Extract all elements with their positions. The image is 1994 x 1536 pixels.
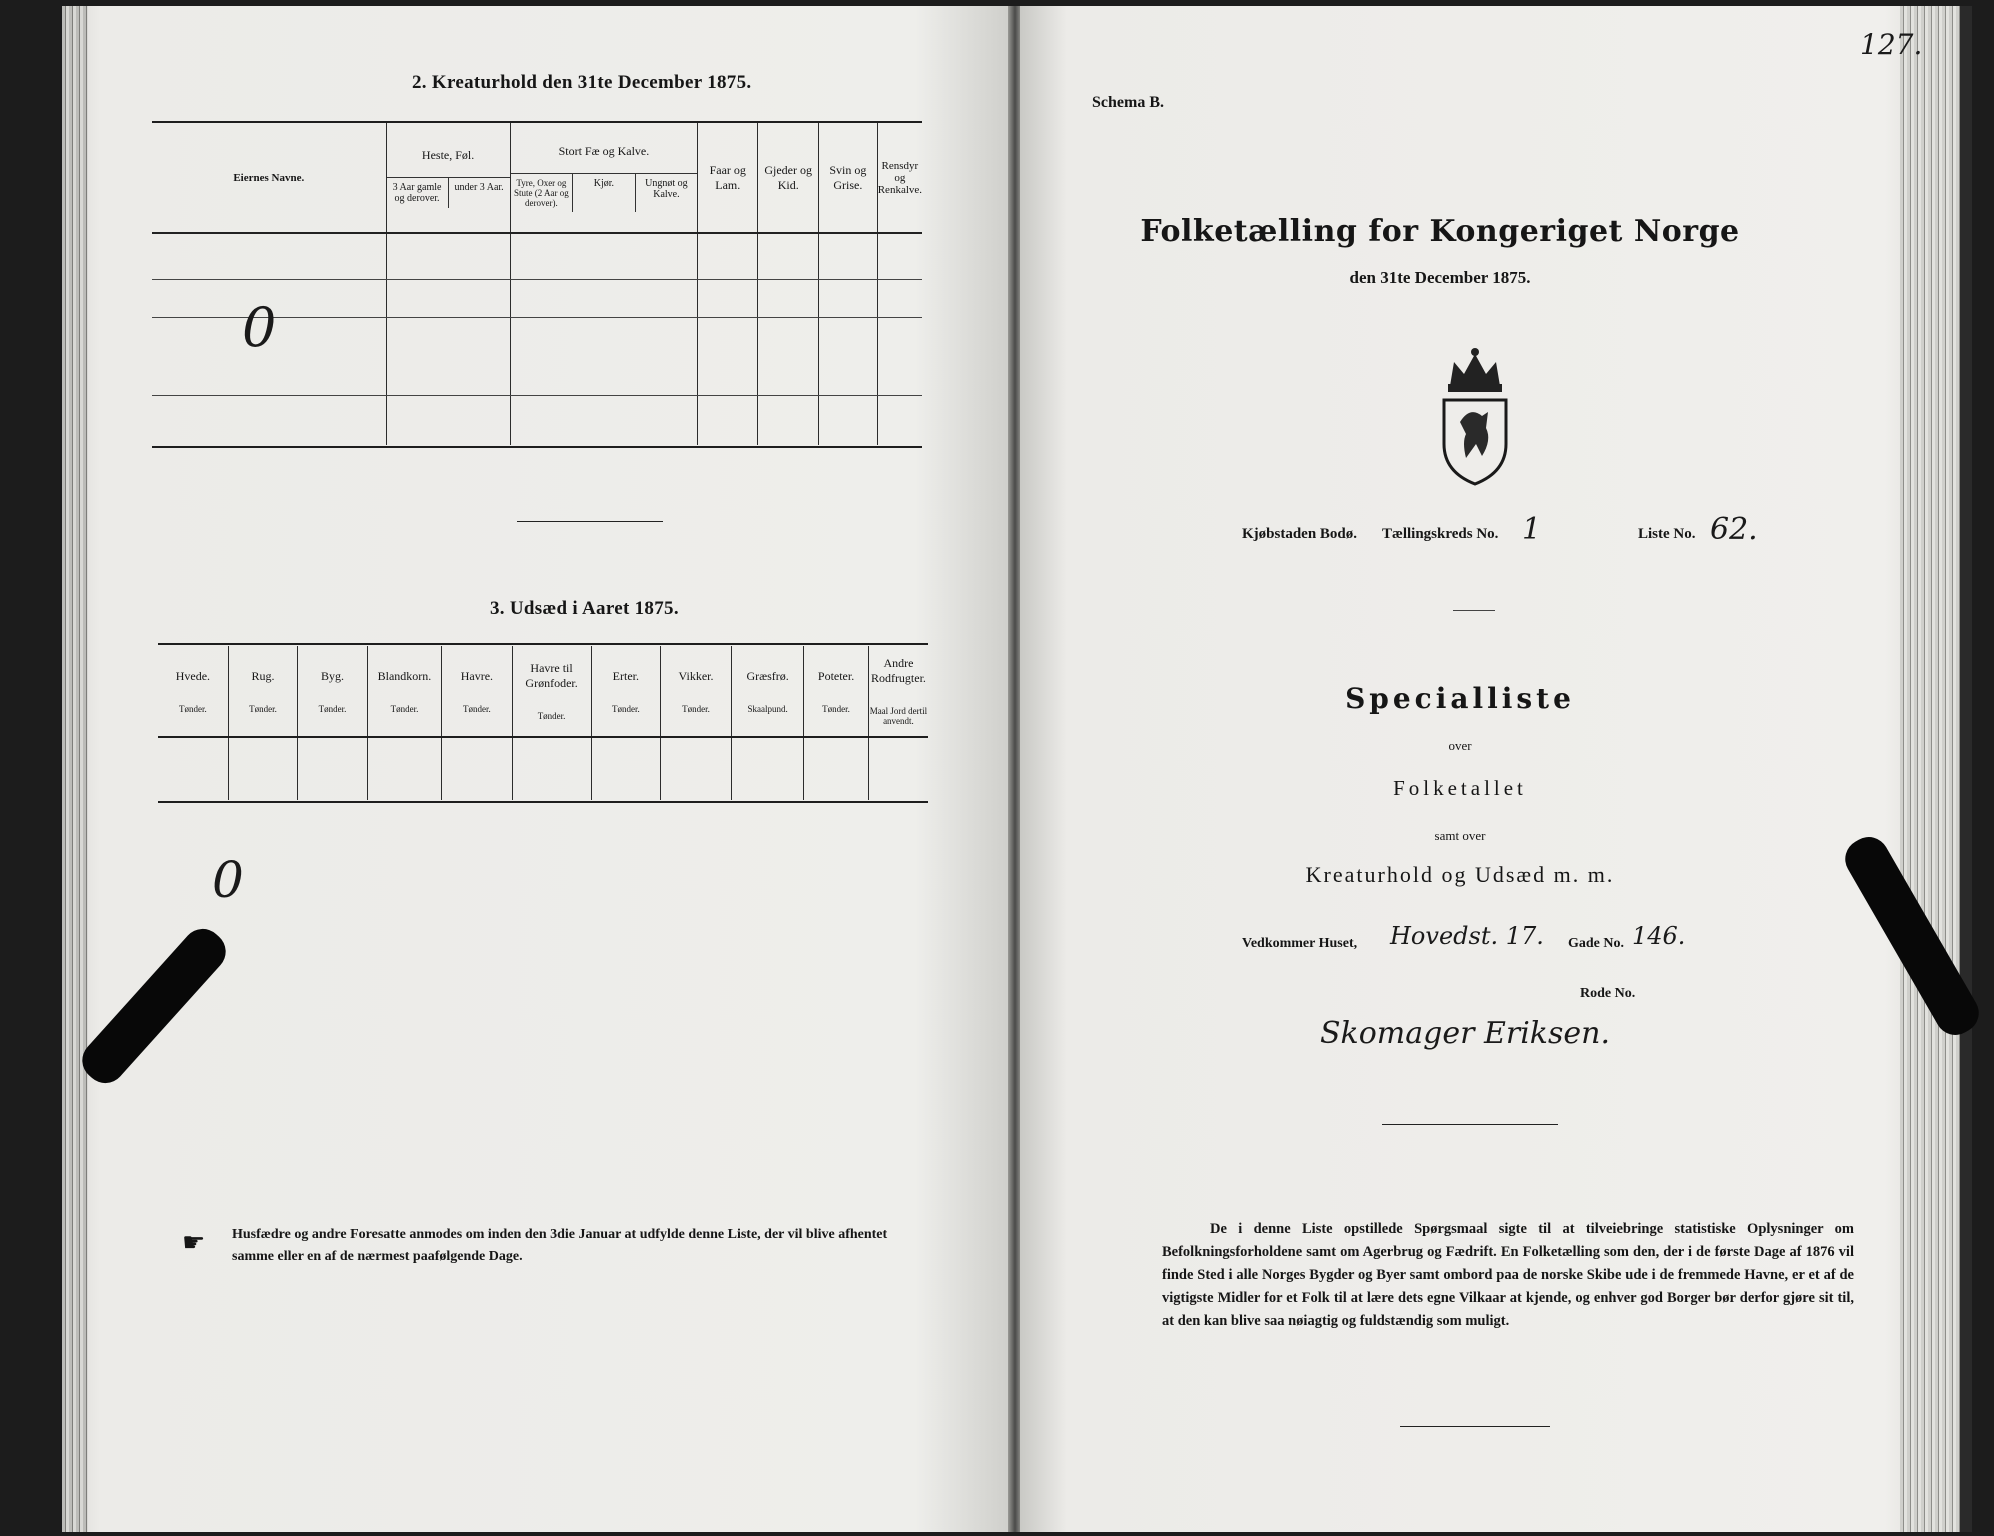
footer-paragraph: De i denne Liste opstillede Spørgsmaal sigte til at tilveiebringe statistiske Oplysninger om Befolkningsforholdene samt om Agerbrug og Fædrift. En Folketælling som den, der i de første Dage af 1876 vil finde Sted i alle Norges Bygder og Byer samt ombord paa de norske Skibe ude i de fremmede Havne, er et af de vigtigste Midler for et Folk til at lære dets egne Vilkaar at kjende, og enhver god Borger bør derfor gjøre sit til, at den kan blive saa nøiagtig og fuldstændig som muligt. — [1162, 1221, 1854, 1329]
kreaturhold-label: Kreaturhold og Udsæd m. m. — [1305, 862, 1615, 887]
row-rule — [152, 395, 922, 396]
udsaed-col-unit: Tønder. — [463, 703, 491, 714]
census-date: den 31te December 1875. — [1349, 268, 1531, 287]
udsaed-col-name: Havre. — [460, 668, 494, 683]
short-divider — [1453, 610, 1495, 611]
udsaed-col-unit: Tønder. — [537, 711, 566, 721]
divider — [1382, 1124, 1558, 1125]
udsaed-cell — [158, 736, 228, 800]
udsaed-cell — [591, 736, 661, 800]
col-faar: Faar og Lam. — [698, 123, 758, 233]
stort-fae-cell — [510, 233, 698, 445]
faar-cell — [698, 233, 758, 445]
udsaed-col-header — [661, 646, 732, 736]
gjeder-cell — [758, 233, 819, 445]
kreaturhold-table — [152, 123, 922, 445]
udsaed-col-header — [512, 646, 591, 736]
gade-value: 146. — [1632, 922, 1686, 950]
udsaed-cell — [228, 736, 298, 800]
header-bottom-rule — [158, 736, 928, 738]
table-bottom-rule — [152, 446, 922, 448]
page-edge-strips — [62, 6, 88, 1532]
udsaed-col-unit: Tønder. — [249, 703, 277, 714]
col-svin: Svin og Grise. — [819, 123, 878, 233]
udsaed-col-name: Vikker. — [678, 668, 714, 683]
udsaed-col-unit: Skaalpund. — [747, 703, 788, 714]
table-top-rule — [158, 643, 928, 645]
folketallet-label: Folketallet — [1393, 776, 1527, 800]
table-bottom-rule — [158, 801, 928, 803]
huset-value: Hovedst. 17. — [1390, 922, 1544, 950]
udsaed-col-unit: Tønder. — [682, 703, 710, 714]
udsaed-col-name: Blandkorn. — [377, 668, 432, 683]
udsaed-col-unit: Tønder. — [611, 703, 640, 714]
page-edge-strips — [1900, 6, 1960, 1532]
udsaed-col-header — [731, 646, 803, 736]
udsaed-table — [158, 646, 928, 800]
col-stort-fae: Stort Fæ og Kalve. Tyre, Oxer og Stute (2 Aar og derover). Kjør. Ungnøt og Kalve. — [510, 123, 698, 233]
udsaed-col-name: Erter. — [612, 668, 639, 683]
udsaed-cell — [442, 736, 512, 800]
col-rensdyr: Rensdyr og Renkalve. — [877, 123, 922, 233]
huset-label: Vedkommer Huset, — [1242, 936, 1358, 951]
udsaed-col-name: Hvede. — [175, 668, 211, 683]
section2-title: 2. Kreaturhold den 31te December 1875. — [412, 72, 752, 93]
book-clip — [74, 921, 234, 1092]
samt-over-label: samt over — [1434, 828, 1486, 843]
schema-label: Schema B. — [1092, 94, 1164, 111]
udsaed-col-name: Græsfrø. — [746, 668, 789, 683]
udsaed-col-header — [591, 646, 661, 736]
udsaed-col-unit: Tønder. — [179, 703, 207, 714]
udsaed-col-unit: Tønder. — [318, 703, 347, 714]
left-page — [62, 6, 1010, 1532]
liste-label: Liste No. — [1638, 526, 1696, 542]
pointing-hand-icon: ☛ — [182, 1228, 206, 1257]
book-spread — [62, 6, 1972, 1532]
page-number: 127. — [1860, 28, 1923, 61]
section3-title: 3. Udsæd i Aaret 1875. — [490, 598, 679, 619]
svin-cell — [819, 233, 878, 445]
udsaed-col-header — [228, 646, 298, 736]
udsaed-col-name: Byg. — [321, 668, 345, 683]
bottom-divider — [1400, 1426, 1550, 1427]
udsaed-col-header — [442, 646, 512, 736]
udsaed-col-name: Poteter. — [817, 668, 855, 683]
udsaed-col-name: Havre til Grønfoder. — [525, 661, 578, 690]
short-divider — [517, 521, 663, 522]
udsaed-col-unit: Tønder. — [390, 703, 419, 714]
over-label: over — [1448, 738, 1472, 753]
liste-value: 62. — [1710, 512, 1758, 547]
handwritten-zero-seed: 0 — [212, 851, 244, 909]
notice-text: Husfædre og andre Foresatte anmodes om inden den 3die Januar at udfylde denne Liste, der vil blive afhentet samme eller en af de nærmest paafølgende Dage. — [232, 1227, 888, 1264]
udsaed-data-row — [158, 736, 928, 800]
udsaed-cell — [367, 736, 441, 800]
gade-label: Gade No. — [1568, 936, 1624, 951]
udsaed-cell — [731, 736, 803, 800]
row-rule — [152, 279, 922, 280]
tellingskreds-value: 1 — [1522, 512, 1542, 547]
udsaed-cell — [661, 736, 732, 800]
udsaed-cell — [298, 736, 368, 800]
udsaed-header-row — [158, 646, 928, 736]
rode-label: Rode No. — [1580, 986, 1636, 1001]
udsaed-cell — [804, 736, 869, 800]
rensdyr-cell — [877, 233, 922, 445]
udsaed-col-unit: Tønder. — [822, 703, 850, 714]
udsaed-col-name: Rug. — [251, 668, 275, 683]
heste-cell — [386, 233, 510, 445]
udsaed-col-header — [367, 646, 441, 736]
col-gjeder: Gjeder og Kid. — [758, 123, 819, 233]
coat-of-arms-icon — [1436, 344, 1514, 486]
main-title: Folketælling for Kongeriget Norge — [1140, 214, 1740, 249]
col-heste: Heste, Føl. 3 Aar gamle og derover. under 3 Aar. — [386, 123, 510, 233]
specialliste-title: Specialliste — [1345, 682, 1575, 715]
right-page — [1020, 6, 1960, 1532]
udsaed-col-unit: Maal Jord dertil anvendt. — [869, 706, 928, 726]
udsaed-col-header — [298, 646, 368, 736]
handwritten-zero-livestock: 0 — [242, 296, 277, 359]
udsaed-col-name: Andre Rodfrugter. — [870, 656, 926, 685]
udsaed-cell — [512, 736, 591, 800]
udsaed-cell — [868, 736, 928, 800]
kjobstad-label: Kjøbstaden Bodø. — [1242, 526, 1358, 542]
tellingskreds-label: Tællingskreds No. — [1382, 526, 1499, 542]
udsaed-col-header — [804, 646, 869, 736]
udsaed-col-header — [868, 646, 928, 736]
udsaed-col-header — [158, 646, 228, 736]
col-owner-name: Eiernes Navne. — [233, 171, 305, 184]
owner-name: Skomager Eriksen. — [1320, 1016, 1610, 1051]
